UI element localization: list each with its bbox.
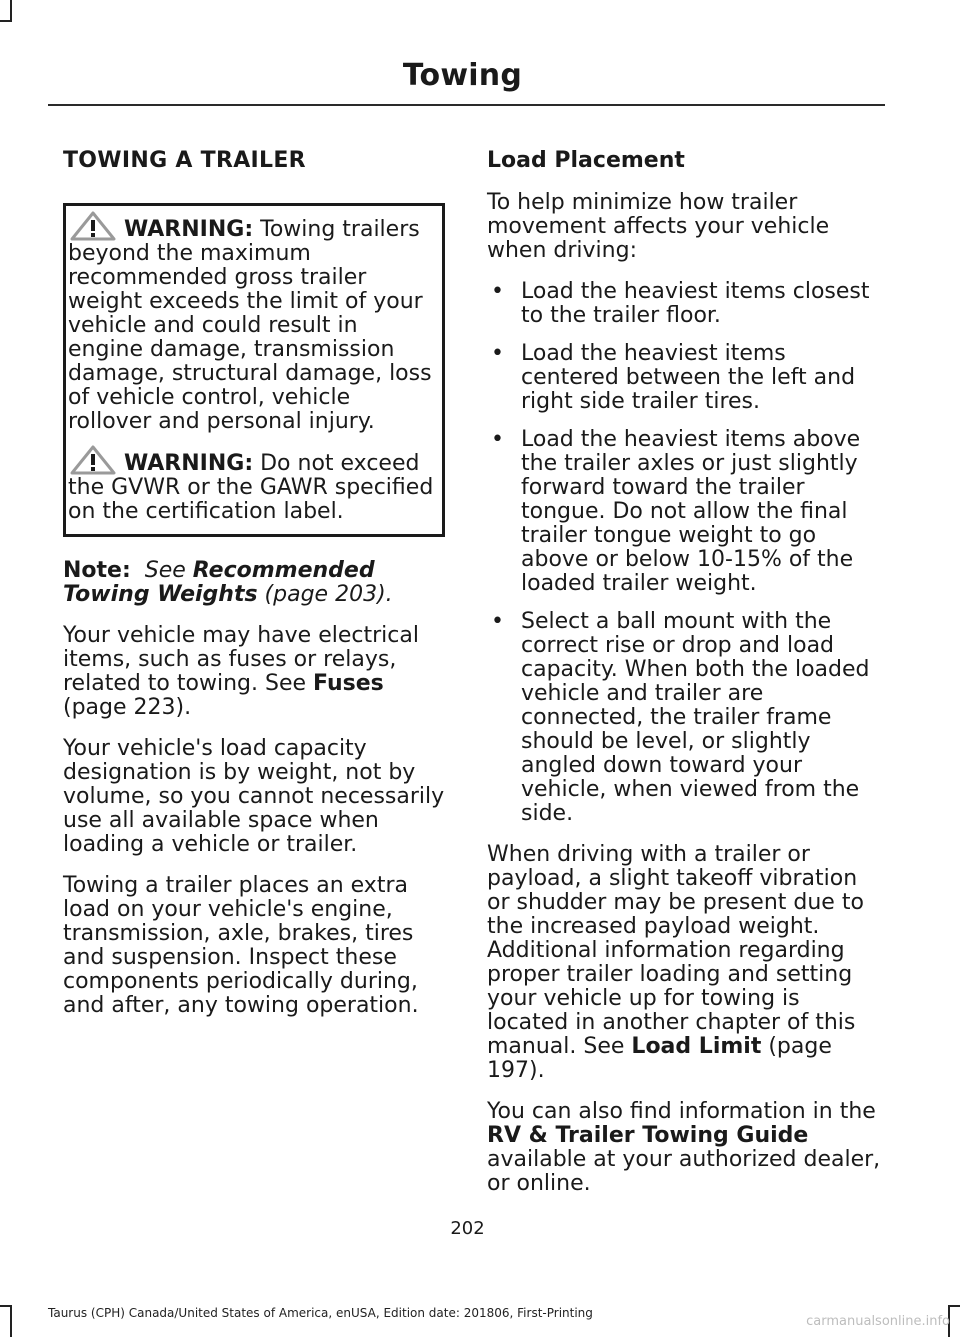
bullet-icon: • (491, 279, 504, 304)
page-reference: (page 197). (487, 1034, 832, 1083)
note-label: Note: (63, 558, 131, 583)
body-paragraph (487, 843, 882, 1083)
cross-reference-link[interactable]: Fuses (313, 671, 384, 696)
warning-box (63, 203, 445, 537)
cross-reference-link[interactable]: Recommended Towing Weights (63, 558, 375, 607)
list-item (487, 342, 882, 414)
warning-label: WARNING: (124, 451, 254, 476)
paragraph-text: Your vehicle may have electrical items, such as fuses or relays, related to towing. See (63, 623, 419, 696)
watermark: carmanualsonline.info (806, 1314, 950, 1329)
cross-reference-link[interactable]: Load Limit (631, 1034, 762, 1059)
page-reference: (page 223). (63, 695, 192, 720)
list-item-text: Load the heaviest items above the trailer axles or just slightly forward toward the trailer tongue. Do not allow the final trailer tongue weight to go above or below 10-15% of the loaded trailer weight. (521, 427, 861, 596)
bullet-icon: • (491, 609, 504, 634)
body-paragraph: To help minimize how trailer movement affects your vehicle when driving: (487, 190, 830, 263)
list-item (487, 428, 882, 596)
page-reference: (page 203). (257, 582, 393, 607)
note-pre: See (144, 558, 193, 583)
list-item (487, 610, 882, 826)
crop-mark (948, 1305, 960, 1307)
page-title: Towing (402, 58, 522, 93)
warning-text: Do not exceed the GVWR or the GAWR specified on the certification label. (68, 451, 434, 524)
body-paragraph: Towing a trailer places an extra load on your vehicle's engine, transmission, axle, brakes, tires and suspension. Inspect these components periodically during, and after, any towing operation. (63, 873, 419, 1018)
crop-mark (0, 20, 12, 22)
bullet-icon: • (491, 341, 504, 366)
header-divider (48, 104, 885, 106)
crop-mark (10, 0, 12, 22)
body-paragraph: Your vehicle's load capacity designation is by weight, not by volume, so you cannot necessarily use all available space when loading a vehicle or trailer. (63, 736, 445, 857)
paragraph-text: available at your authorized dealer, or online. (487, 1147, 881, 1196)
paragraph-text: You can also find information in the (487, 1099, 876, 1124)
warning-text: Towing trailers beyond the maximum recommended gross trailer weight exceeds the limit of your vehicle and could result in engine damage, transmission damage, structural damage, loss of vehicle control, vehicle rollover and personal injury. (68, 217, 432, 434)
paragraph-text: When driving with a trailer or payload, a slight takeoff vibration or shudder may be present due to the increased payload weight. Additional information regarding proper trailer loading and setting your vehicle up for towing is located in another chapter of this manual. See (487, 842, 864, 1059)
warning-item (68, 452, 434, 524)
body-paragraph (487, 1100, 882, 1196)
cross-reference-link[interactable]: RV & Trailer Towing Guide (487, 1123, 809, 1148)
list-item-text: Load the heaviest items centered between the left and right side trailer tires. (521, 341, 856, 414)
warning-triangle-icon (68, 444, 118, 476)
section-heading: TOWING A TRAILER (63, 148, 306, 173)
list-item (487, 280, 882, 328)
right-column (487, 140, 882, 1213)
section-heading: Load Placement (487, 148, 685, 173)
crop-mark (0, 1305, 12, 1307)
crop-mark (10, 1305, 12, 1337)
warning-item (68, 218, 434, 434)
list-item-text: Load the heaviest items closest to the trailer floor. (521, 279, 870, 328)
body-paragraph (63, 624, 445, 720)
note-paragraph (63, 559, 445, 607)
warning-triangle-icon (68, 210, 118, 242)
bullet-icon: • (491, 427, 504, 452)
left-column (63, 140, 445, 1035)
warning-label: WARNING: (124, 217, 254, 242)
list-item-text: Select a ball mount with the correct rise or drop and load capacity. When both the loaded vehicle and trailer are connected, the trailer frame should be level, or slightly angled down toward your vehicle, when viewed from the side. (521, 609, 870, 826)
edition-footer: Taurus (CPH) Canada/United States of America, enUSA, Edition date: 201806, First-Printing (48, 1306, 593, 1320)
page-number: 202 (450, 1218, 485, 1239)
bullet-list (487, 280, 882, 826)
